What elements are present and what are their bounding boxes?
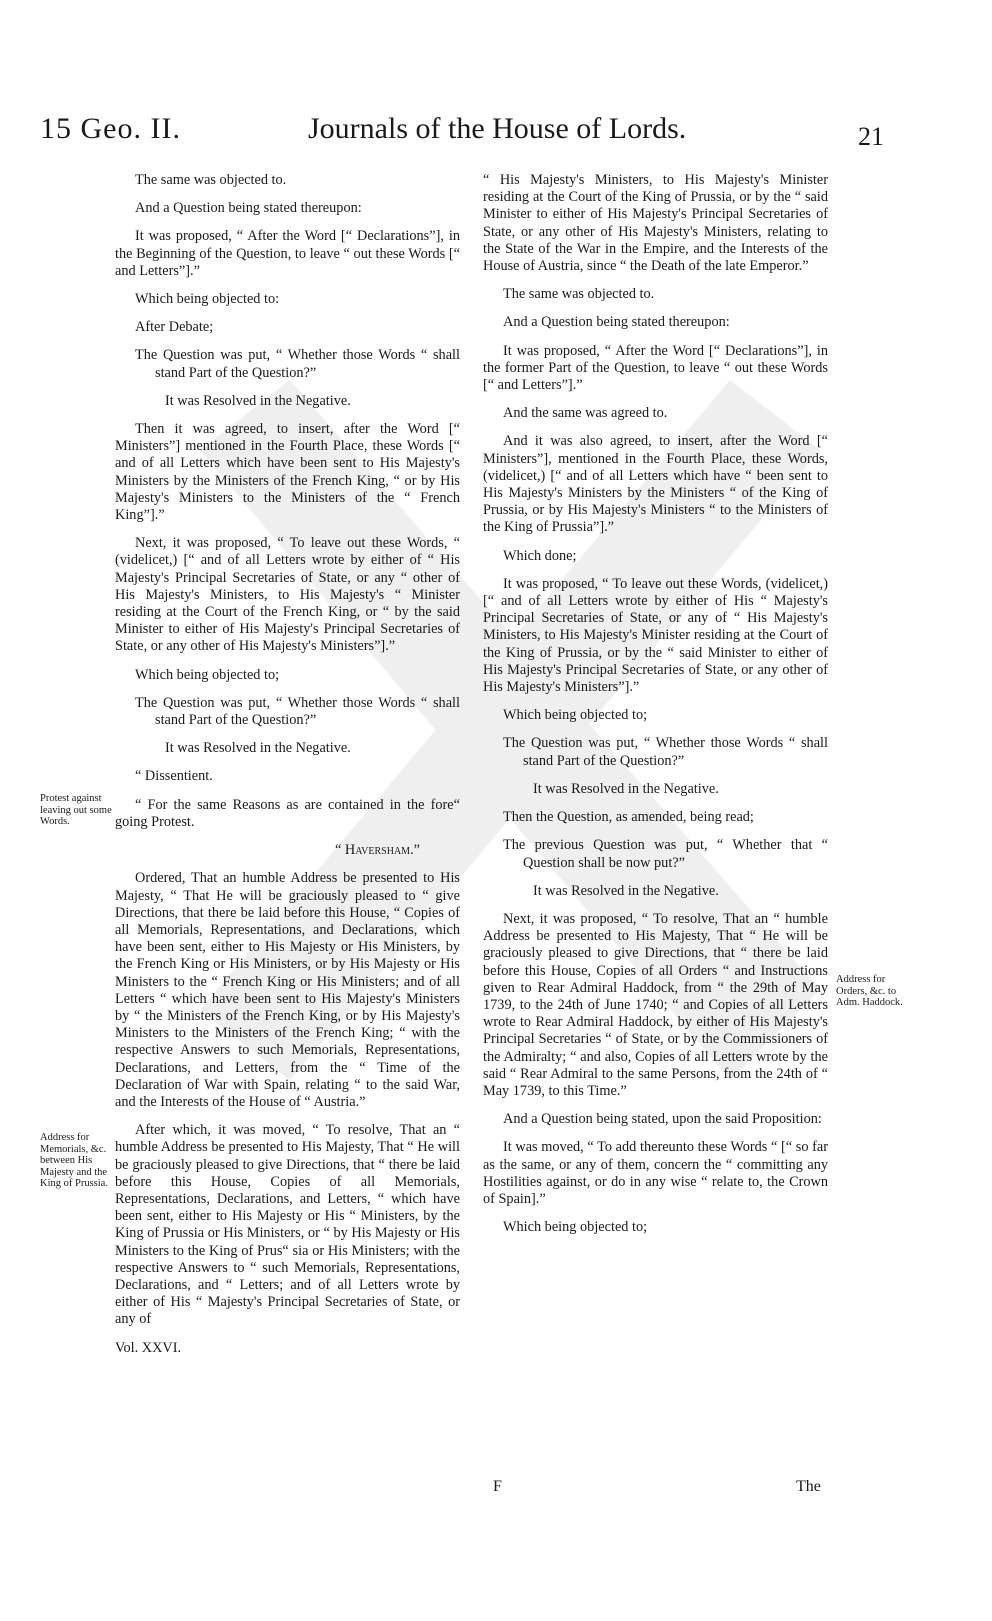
resolution: It was Resolved in the Negative. (533, 882, 719, 899)
question-put: The previous Question was put, “ Whether that “ Question shall be now put?” (503, 837, 828, 871)
paragraph: Which being objected to; (503, 707, 648, 724)
paragraph: Which being objected to; (503, 1219, 648, 1236)
paragraph: And it was also agreed, to insert, after the Word [“ Ministers”], mentioned in the Fourth Place, these Words, (videlicet,) [“ and of all Letters which have “ been sent to His Majesty's Ministers by the Ministers “ of the King of Prussia, or by His Majesty's Ministers “ to the Ministers of the King of Prussia”].” (483, 433, 828, 536)
paragraph: Next, it was proposed, “ To resolve, That an “ humble Address be presented to His Majesty, That “ He will be graciously pleased to give Directions, that “ there be laid before this House, Copies of all Orders “ and Instructions given to Rear Admiral Haddock, from “ the 29th of May 1739, to the 24th of June 1740; “ and Copies of all Letters wrote to Rear Admiral Haddock, by either of His Majesty's Principal Secretaries “ of State, or by the Commissioners of the Admiralty; “ and also, Copies of all Letters wrote by the said “ Rear Admiral to the same Persons, from the 24th of “ May 1739, to this Time.” (483, 910, 828, 1099)
paragraph: The same was objected to. (135, 172, 287, 188)
paragraph: Then it was agreed, to insert, after the Word [“ Ministers”] mentioned in the Fourth Place, these Words [“ and of all Letters which have been sent to His Majesty's Ministers by the Ministers of the French King, “ or by His Majesty's Ministers to the Ministers of the “ French King”].” (115, 421, 460, 524)
paragraph: Which being objected to: (135, 291, 280, 308)
dissentient: “ Dissentient. (135, 768, 213, 785)
paragraph: Ordered, That an humble Address be presented to His Majesty, “ That He will be graciously pleased to “ give Directions, that there be laid before this House, “ Copies of all Memorials, Representations, and Declarations, which have been sent, either to His Majesty or His Ministers, by the French King or His Ministers, or by His Majesty or His Ministers to the “ French King or His Ministers; and of all Letters “ which have been sent to His Majesty's Ministers by “ the Ministers of the French King, or by His Majesty's Ministers to the Ministers of the French King; “ with the respective Answers to such Memorials, Representations, Declarations, and Letters, from the “ Time of the Declaration of War with Spain, relating “ to the said War, and the Interests of the House of “ Austria.” (115, 870, 460, 1110)
paragraph: Next, it was proposed, “ To leave out these Words, “ (videlicet,) [“ and of all Letters wrote by either of “ His Majesty's Principal Secretaries of State, or any “ other of His Majesty's Ministers, to His Majesty's “ Minister residing at the Court of the French King, or “ by the said Minister to either of His Majesty's Principal Secretaries of State, or any other of His Majesty's Ministers”].” (115, 535, 460, 655)
paragraph: “ His Majesty's Ministers, to His Majesty's Minister residing at the Court of the King of Prussia, or by the “ said Minister to either of His Majesty's Principal Secretaries of State, or any other of His Majesty's Ministers, relating to the State of the War in the Empire, and the Interests of the House of Austria, since “ the Death of the late Emperor.” (483, 172, 828, 275)
question-put: The Question was put, “ Whether those Words “ shall stand Part of the Question?” (503, 735, 828, 769)
signature-mark: F (493, 1478, 502, 1495)
margin-note-protest: Protest against leaving out some Words. (40, 793, 112, 827)
running-head-title: Journals of the House of Lords. (308, 112, 687, 145)
left-column (115, 172, 460, 1368)
protest-signature: “ Haversham.” (335, 842, 420, 859)
paragraph: After Debate; (135, 319, 214, 336)
resolution: It was Resolved in the Negative. (533, 780, 719, 797)
protest-text: “ For the same Reasons as are contained in the fore“ going Protest. (115, 796, 460, 830)
paragraph: And a Question being stated thereupon: (135, 200, 362, 217)
margin-note-address-orders: Address for Orders, &c. to Adm. Haddock. (836, 974, 903, 1008)
paragraph: Then the Question, as amended, being read; (503, 809, 754, 826)
paragraph: Which being objected to; (135, 666, 280, 683)
paragraph: And the same was agreed to. (503, 405, 668, 422)
paragraph: And a Question being stated thereupon: (503, 314, 730, 331)
right-column (483, 172, 828, 1247)
paragraph: It was proposed, “ After the Word [“ Declarations”], in the Beginning of the Question, to leave “ out these Words [“ and Letters”].” (115, 228, 460, 279)
paragraph: Which done; (503, 547, 577, 564)
paragraph: The same was objected to. (503, 286, 655, 303)
page-number: 21 (858, 122, 884, 151)
catchword: The (796, 1478, 821, 1495)
paragraph: And a Question being stated, upon the said Proposition: (503, 1111, 822, 1128)
paragraph: After which, it was moved, “ To resolve, That an “ humble Address be presented to His Majesty, That “ He will be graciously pleased to give Directions, that “ there be laid before this House, Copies of all Memorials, Representations, Declarations, and Letters, “ which have been sent, either to His Majesty or His “ Ministers, by the King of Prussia or His Ministers, or “ by His Majesty or His Ministers to the King of Prus“ sia or His Ministers; with the respective Answers to “ such Memorials, Representations, Declarations, and “ Letters; and of all Letters wrote by either of His “ Majesty's Principal Secretaries of State, or any of (115, 1122, 460, 1328)
volume-number: Vol. XXVI. (115, 1339, 182, 1356)
paragraph: It was proposed, “ After the Word [“ Declarations”], in the former Part of the Question, to leave “ out these Words [“ and Letters”].” (483, 342, 828, 394)
resolution: It was Resolved in the Negative. (165, 740, 351, 757)
margin-note-address-prussia: Address for Memorials, &c. between His Majesty and the King of Prussia. (40, 1132, 108, 1189)
paragraph: It was moved, “ To add thereunto these Words “ [“ so far as the same, or any of them, concern the “ committing any Hostilities against, or do in any wise “ relate to, the Crown of Spain].” (483, 1139, 828, 1207)
question-put: The Question was put, “ Whether those Words “ shall stand Part of the Question?” (135, 694, 460, 729)
paragraph: It was proposed, “ To leave out these Words, (videlicet,) [“ and of all Letters wrote by either of His “ Majesty's Principal Secretaries of State, or any of “ His Majesty's Ministers, to His Majesty's Minister residing at the Court of the King of Prussia, or by the “ said Minister to either of His Majesty's Principal Secretaries of State, or any other of His Majesty's Ministers”].” (483, 575, 828, 696)
running-head-regnal-year: 15 Geo. II. (40, 112, 181, 145)
resolution: It was Resolved in the Negative. (165, 392, 351, 409)
question-put: The Question was put, “ Whether those Words “ shall stand Part of the Question?” (135, 347, 460, 381)
